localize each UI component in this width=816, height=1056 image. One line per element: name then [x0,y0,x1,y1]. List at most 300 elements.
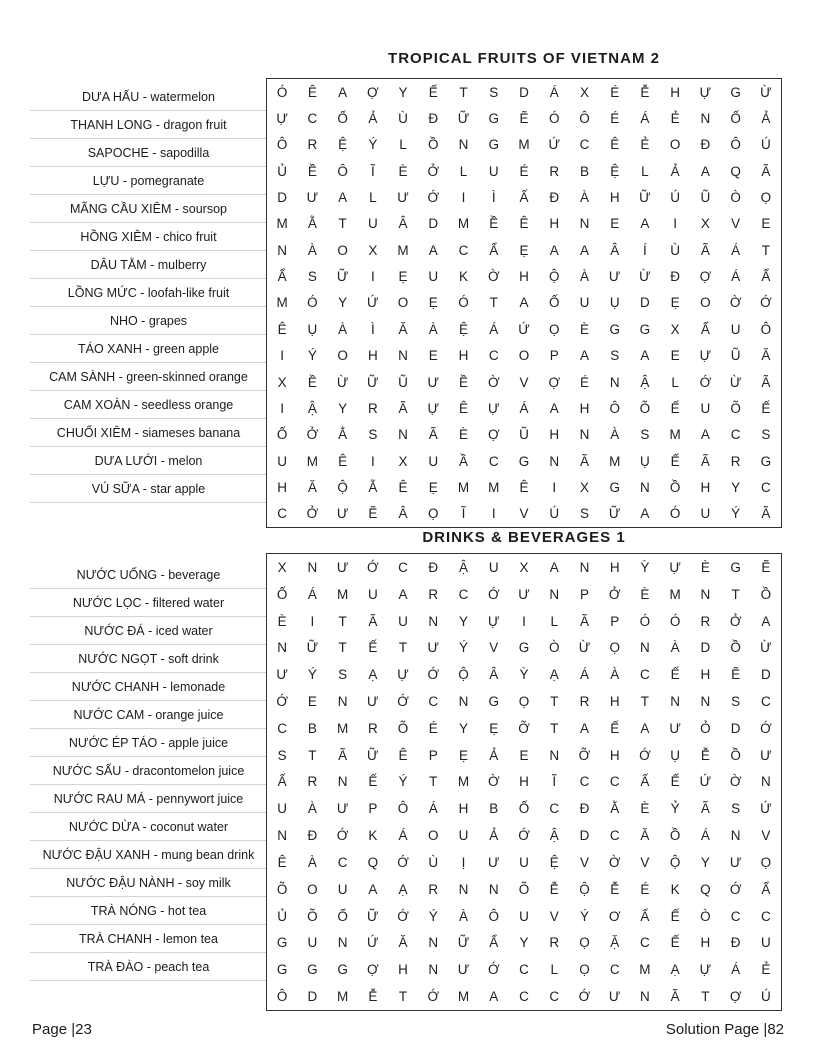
grid-letter: N [549,586,560,602]
grid-letter: Ụ [670,747,681,763]
grid-letter: Ẵ [368,479,378,495]
grid-letter: Ô [730,137,741,153]
grid-letter: Ự [276,111,288,127]
grid-letter: Ễ [368,989,378,1005]
grid-letter: O [518,348,530,364]
grid-letter: V [761,828,771,844]
grid-letter: M [457,216,470,232]
grid-letter: C [519,962,529,978]
grid-letter: Ó [276,84,288,100]
grid-letter: A [489,989,499,1005]
grid-letter: Y [338,400,348,416]
grid-letter: Ã [761,163,771,179]
grid-letter: M [457,989,470,1005]
grid-letter: Ã [428,427,438,443]
grid-letter: H [609,559,620,575]
grid-letter: Ố [337,908,348,924]
grid-letter: A [640,348,650,364]
grid-letter: Á [731,269,741,285]
grid-letter: C [488,348,499,364]
grid-letter: Ư [760,747,772,763]
grid-letter: M [336,989,349,1005]
grid-letter: C [761,908,771,924]
grid-letter: Ã [670,989,680,1005]
grid-letter: Á [731,962,741,978]
grid-letter: N [398,427,408,443]
grid-letter: Â [489,667,499,683]
grid-letter: H [700,935,711,951]
grid-letter: D [307,989,318,1005]
grid-letter: Ữ [457,111,470,127]
grid-letter: T [550,720,559,736]
grid-letter: N [428,935,439,951]
grid-letter: S [610,348,620,364]
grid-letter: À [307,801,317,817]
grid-letter: Á [731,242,741,258]
grid-letter: À [307,854,317,870]
grid-letter: Ệ [338,137,348,153]
grid-letter: C [519,989,529,1005]
grid-letter: A [700,163,710,179]
grid-letter: Ó [548,111,560,127]
grid-letter: C [307,111,318,127]
grid-letter: M [276,295,288,311]
grid-letter: Ớ [578,989,591,1005]
grid-letter: Đ [549,190,560,206]
grid-letter: Ư [729,854,742,870]
grid-letter: Ồ [730,640,741,656]
grid-letter: Ẳ [338,427,348,443]
grid-letter: Ợ [729,989,742,1005]
grid-letter: G [609,479,620,495]
grid-letter: N [428,962,439,978]
grid-letter: Ã [700,242,710,258]
grid-letter: O [428,828,439,844]
grid-letter: Ờ [487,774,500,790]
grid-letter: Ư [427,374,440,390]
grid-letter: H [700,479,711,495]
grid-letter: L [641,163,649,179]
grid-letter: C [761,479,771,495]
grid-letter: R [549,935,560,951]
grid-letter: S [489,84,499,100]
grid-letter: É [428,720,438,736]
grid-letter: Ẩ [489,242,499,258]
grid-letter: Y [459,720,469,736]
grid-letter: M [397,242,409,258]
grid-letter: C [640,667,650,683]
grid-letter: Ả [489,747,499,763]
grid-letter: Ỡ [578,747,591,763]
grid-letter: Ò [548,640,560,656]
grid-letter: Á [398,828,408,844]
word-list-item: NƯỚC LỌC - filtered water [30,589,267,617]
grid-letter: Ệ [459,321,469,337]
word-list-item: TRÀ NÓNG - hot tea [30,897,267,925]
grid-letter: Ô [397,801,409,817]
grid-letter: Ọ [609,640,620,656]
grid-letter: T [489,295,498,311]
grid-letter: C [458,586,469,602]
grid-letter: Ý [428,908,438,924]
grid-letter: H [670,84,681,100]
grid-letter: R [428,586,439,602]
grid-letter: À [307,242,317,258]
grid-letter: Ô [760,321,772,337]
grid-letter: G [276,962,288,978]
grid-letter: Ố [276,586,288,602]
grid-letter: G [760,453,772,469]
word-list-item: LỒNG MỨC - loofah-like fruit [30,279,267,307]
grid-letter: P [428,747,438,763]
word-list-item: VÚ SỮA - star apple [30,475,267,503]
grid-letter: Ứ [367,295,379,311]
grid-letter: Ế [368,774,378,790]
grid-letter: N [640,479,650,495]
grid-letter: S [579,506,589,522]
grid-letter: C [277,506,287,522]
grid-letter: G [488,137,500,153]
grid-letter: V [519,374,529,390]
grid-letter: Õ [730,400,741,416]
grid-letter: T [640,694,650,710]
grid-letter: H [579,400,590,416]
grid-letter: Á [579,667,589,683]
grid-letter: Đ [730,935,741,951]
grid-letter: Ế [670,453,680,469]
grid-letter: U [519,908,529,924]
grid-letter: Ự [669,559,681,575]
word-list-item: TRÀ CHANH - lemon tea [30,925,267,953]
grid-letter: Ề [489,216,499,232]
grid-letter: Ữ [457,935,470,951]
grid-letter: Ấ [519,190,529,206]
grid-letter: Ô [488,908,500,924]
grid-letter: T [338,216,347,232]
grid-letter: Ẩ [761,269,771,285]
grid-letter: Y [338,295,348,311]
grid-letter: Ở [306,506,319,522]
grid-letter: É [610,111,620,127]
grid-letter: Ự [397,667,409,683]
grid-letter: D [579,828,590,844]
grid-letter: Ư [487,854,500,870]
grid-letter: É [610,84,620,100]
grid-letter: Ì [370,321,375,337]
grid-letter: Ă [307,479,317,495]
grid-letter: T [550,694,559,710]
grid-letter: D [700,640,711,656]
grid-letter: À [610,667,620,683]
grid-letter: Ư [608,989,621,1005]
grid-letter: Ù [670,242,681,258]
grid-letter: Q [367,854,379,870]
grid-letter: È [579,321,589,337]
grid-letter: R [730,453,741,469]
word-list-item: NƯỚC CHANH - lemonade [30,673,267,701]
grid-letter: Ă [398,935,408,951]
grid-letter: H [519,774,529,790]
grid-letter: O [669,137,681,153]
grid-letter: Ở [427,163,440,179]
grid-letter: Ớ [639,747,651,763]
grid-letter: Á [549,84,559,100]
grid-letter: M [518,137,530,153]
grid-letter: S [368,427,378,443]
grid-letter: X [579,479,589,495]
grid-letter: V [519,506,529,522]
grid-letter: U [488,559,499,575]
grid-letter: U [700,506,711,522]
grid-letter: T [398,989,408,1005]
grid-letter: Ồ [730,747,741,763]
grid-letter: L [369,190,377,206]
grid-letter: L [550,962,558,978]
grid-letter: Ằ [610,801,620,817]
grid-letter: Ẹ [459,747,469,763]
grid-letter: X [700,216,710,232]
grid-letter: A [338,190,348,206]
word-list-item: NƯỚC ĐẬU XANH - mung bean drink [30,841,267,869]
grid-letter: H [549,427,560,443]
grid-letter: Ư [608,269,621,285]
grid-letter: Ớ [487,962,500,978]
grid-letter: Ớ [397,854,409,870]
grid-letter: Ệ [610,163,620,179]
grid-letter: T [338,613,347,629]
grid-letter: Ộ [669,854,681,870]
grid-letter: Ữ [367,908,379,924]
grid-letter: V [549,908,559,924]
grid-letter: Ọ [760,190,772,206]
grid-letter: Ã [579,613,589,629]
grid-letter: Ư [367,694,379,710]
grid-letter: C [579,774,590,790]
grid-letter: Ú [549,506,560,522]
grid-letter: Ế [670,935,680,951]
grid-letter: H [398,962,408,978]
grid-letter: Ữ [306,640,319,656]
grid-letter: Ớ [729,881,742,897]
grid-letter: Ố [276,427,288,443]
grid-letter: S [761,427,771,443]
grid-letter: C [609,962,620,978]
grid-letter: B [307,720,317,736]
grid-letter: P [610,613,620,629]
grid-letter: R [549,163,560,179]
grid-letter: À [428,321,438,337]
grid-letter: Ư [518,586,530,602]
grid-letter: E [519,747,529,763]
grid-letter: Ủ [277,163,287,179]
word-list-item: CHUỐI XIÊM - siameses banana [30,419,267,447]
grid-letter: Ề [459,374,469,390]
grid-letter: Á [307,586,317,602]
grid-letter: Ự [487,613,500,629]
grid-letter: Ễ [700,747,710,763]
grid-letter: D [730,720,741,736]
grid-letter: G [639,321,651,337]
grid-letter: U [277,801,287,817]
grid-letter: Ý [398,774,408,790]
grid-letter: Ớ [367,559,379,575]
grid-letter: Ơ [608,908,621,924]
grid-letter: Ò [700,908,711,924]
grid-letter: Ứ [518,321,530,337]
grid-letter: Ế [670,667,680,683]
grid-letter: Ớ [760,295,772,311]
grid-letter: Ú [670,190,681,206]
grid-letter: C [458,242,469,258]
grid-letter: Ã [338,747,348,763]
grid-letter: N [337,694,348,710]
grid-letter: È [700,559,710,575]
grid-letter: C [579,137,590,153]
grid-letter: Ặ [610,935,620,951]
grid-letter: Ạ [670,962,680,978]
grid-letter: Ú [761,989,771,1005]
grid-letter: Ấ [640,774,650,790]
grid-letter: G [730,559,741,575]
grid-letter: Ư [336,559,349,575]
grid-letter: Ý [307,667,317,683]
grid-letter: U [700,400,711,416]
grid-letter: Ó [669,506,681,522]
grid-letter: U [337,881,348,897]
grid-letter: È [398,163,408,179]
grid-letter: Ớ [397,908,409,924]
grid-letter: Ồ [669,828,681,844]
grid-letter: Ẻ [640,137,650,153]
grid-letter: Ê [519,216,529,232]
grid-letter: Ư [336,506,349,522]
grid-letter: R [307,137,318,153]
word-list-item: NƯỚC CAM - orange juice [30,701,267,729]
grid-letter: N [700,111,711,127]
grid-letter: T [761,242,770,258]
grid-letter: Ê [307,84,317,100]
grid-letter: Ă [640,828,650,844]
grid-letter: Ậ [307,400,317,416]
grid-letter: A [519,295,529,311]
grid-letter: Ý [579,908,589,924]
grid-letter: Ũ [700,190,711,206]
grid-letter: Õ [518,881,530,897]
grid-letter: Ò [730,190,741,206]
grid-letter: Ẽ [731,667,741,683]
grid-letter: U [428,269,439,285]
word-list-item: THANH LONG - dragon fruit [30,111,267,139]
grid-letter: R [428,881,439,897]
grid-letter: M [457,774,470,790]
grid-letter: D [428,216,439,232]
grid-letter: H [609,747,620,763]
grid-letter: Ù [398,111,408,127]
grid-letter: U [519,854,529,870]
grid-letter: D [640,295,650,311]
grid-letter: Ự [699,348,712,364]
word-list-item: DÂU TẰM - mulberry [30,251,267,279]
grid-letter: Ư [336,801,349,817]
grid-letter: Ậ [640,374,650,390]
grid-letter: H [519,269,529,285]
grid-letter: Â [398,506,408,522]
grid-letter: Ạ [368,667,378,683]
grid-letter: N [398,348,408,364]
grid-letter: N [579,216,590,232]
grid-letter: I [491,506,496,522]
grid-letter: Ý [459,640,469,656]
grid-letter: Ó [639,613,651,629]
grid-letter: Ọ [428,506,439,522]
grid-letter: A [368,881,378,897]
grid-letter: Ự [699,962,712,978]
grid-letter: V [731,216,741,232]
grid-letter: U [307,935,318,951]
grid-letter: Ê [277,321,287,337]
grid-letter: Ô [276,989,288,1005]
grid-letter: Ẽ [368,506,378,522]
grid-letter: R [700,613,711,629]
grid-letter: N [549,747,560,763]
grid-letter: Ộ [458,667,469,683]
grid-letter: Ê [338,453,348,469]
grid-letter: C [730,427,741,443]
grid-letter: D [519,84,529,100]
grid-letter: T [459,84,468,100]
grid-letter: A [428,242,438,258]
grid-letter: T [308,747,317,763]
grid-letter: Ũ [519,427,529,443]
grid-letter: H [458,348,469,364]
grid-letter: N [337,935,348,951]
grid-letter: K [459,269,469,285]
grid-letter: C [277,720,287,736]
grid-letter: Ũ [398,374,408,390]
grid-letter: H [700,667,711,683]
grid-letter: Ớ [336,828,349,844]
word-list-item: NƯỚC ÉP TÁO - apple juice [30,729,267,757]
grid-letter: N [700,694,711,710]
grid-letter: Ã [398,400,408,416]
grid-letter: N [609,374,620,390]
grid-letter: Ú [761,137,771,153]
grid-letter: U [367,586,378,602]
grid-letter: H [609,694,620,710]
word-list-item: TRÀ ĐÀO - peach tea [30,953,267,981]
grid-letter: À [579,269,589,285]
grid-letter: E [761,216,771,232]
grid-letter: À [338,321,348,337]
grid-letter: C [609,774,620,790]
grid-letter: O [397,295,409,311]
grid-letter: É [640,881,650,897]
grid-letter: Ợ [367,962,379,978]
puzzle-2-title: DRINKS & BEVERAGES 1 [422,529,626,546]
puzzle-2-word-list [30,561,267,981]
grid-letter: É [579,374,589,390]
grid-letter: C [730,908,741,924]
grid-letter: N [277,242,287,258]
grid-letter: Ứ [548,137,560,153]
grid-letter: Ự [427,400,440,416]
grid-letter: B [489,801,499,817]
grid-letter: C [398,559,408,575]
grid-letter: Õ [307,908,318,924]
grid-letter: Á [489,321,499,337]
word-list-item: NƯỚC RAU MÁ - pennywort juice [30,785,267,813]
grid-letter: Y [700,854,710,870]
